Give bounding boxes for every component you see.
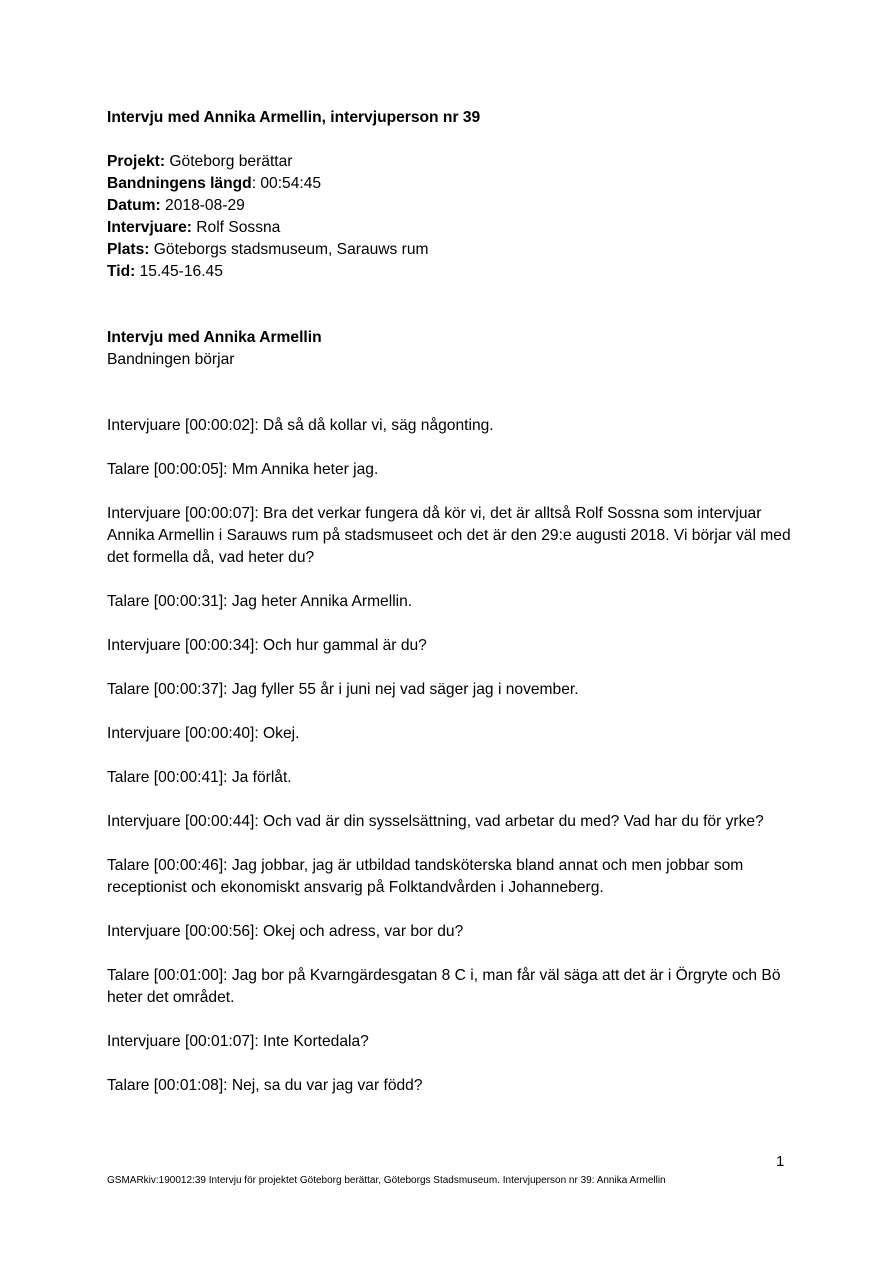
page-footer: GSMARkiv:190012:39 Intervju för projektet Göteborg berättar, Göteborgs Stadsmuseum. Intervjuperson nr 39: Annika Armellin [107,1175,666,1186]
meta-value: Göteborg berättar [165,153,293,170]
transcript-turn: Talare [00:00:37]: Jag fyller 55 år i juni nej vad säger jag i november. [107,681,579,698]
meta-value: 15.45-16.45 [135,263,223,280]
transcript-turn: Talare [00:00:41]: Ja förlåt. [107,769,292,786]
meta-label: Bandningens längd [107,175,252,192]
transcript-turn: Talare [00:01:00]: Jag bor på Kvarngärdesgatan 8 C i, man får väl säga att det är i Örgryte och Bö heter det området. [107,967,781,1006]
meta-value: : 00:54:45 [251,175,322,192]
meta-value: Rolf Sossna [191,219,281,236]
transcript-turn: Talare [00:00:46]: Jag jobbar, jag är utbildad tandsköterska bland annat och men jobbar som receptionist och ekonomiskt ansvarig på Folktandvården i Johanneberg. [107,857,744,896]
meta-row-project [107,151,797,173]
transcript-turn: Intervjuare [00:00:44]: Och vad är din sysselsättning, vad arbetar du med? Vad har du för yrke? [107,813,764,830]
transcript-turn: Talare [00:00:05]: Mm Annika heter jag. [107,461,379,478]
section-title: Intervju med Annika Armellin [107,329,322,346]
meta-value: Göteborgs stadsmuseum, Sarauws rum [149,241,429,258]
transcript-turn: Talare [00:01:08]: Nej, sa du var jag var född? [107,1077,423,1094]
transcript-turn: Intervjuare [00:01:07]: Inte Kortedala? [107,1033,369,1050]
transcript-turn: Intervjuare [00:00:56]: Okej och adress, var bor du? [107,923,464,940]
meta-label: Plats: [107,241,150,258]
transcript-turn: Intervjuare [00:00:07]: Bra det verkar fungera då kör vi, det är alltså Rolf Sossna som intervjuar Annika Armellin i Sarauws rum på stadsmuseet och det är den 29:e augusti 2018. Vi börjar väl med det formella då, vad heter du? [107,505,791,566]
meta-label: Datum: [107,197,161,214]
meta-value: 2018-08-29 [160,197,245,214]
meta-row-interviewer [107,217,797,239]
section-subtitle: Bandningen börjar [107,351,235,368]
meta-row-place [107,239,797,261]
meta-row-time [107,261,797,283]
page-number: 1 [776,1153,785,1170]
meta-label: Intervjuare: [107,219,192,236]
document-body [107,107,797,1119]
transcript-turn: Intervjuare [00:00:34]: Och hur gammal är du? [107,637,427,654]
transcript [107,415,797,1097]
document-title: Intervju med Annika Armellin, intervjuperson nr 39 [107,109,481,126]
transcript-turn: Intervjuare [00:00:02]: Då så då kollar vi, säg någonting. [107,417,494,434]
meta-row-date [107,195,797,217]
meta-label: Tid: [107,263,136,280]
transcript-turn: Intervjuare [00:00:40]: Okej. [107,725,300,742]
meta-row-length [107,173,797,195]
meta-label: Projekt: [107,153,166,170]
transcript-turn: Talare [00:00:31]: Jag heter Annika Armellin. [107,593,413,610]
metadata-block [107,151,797,283]
